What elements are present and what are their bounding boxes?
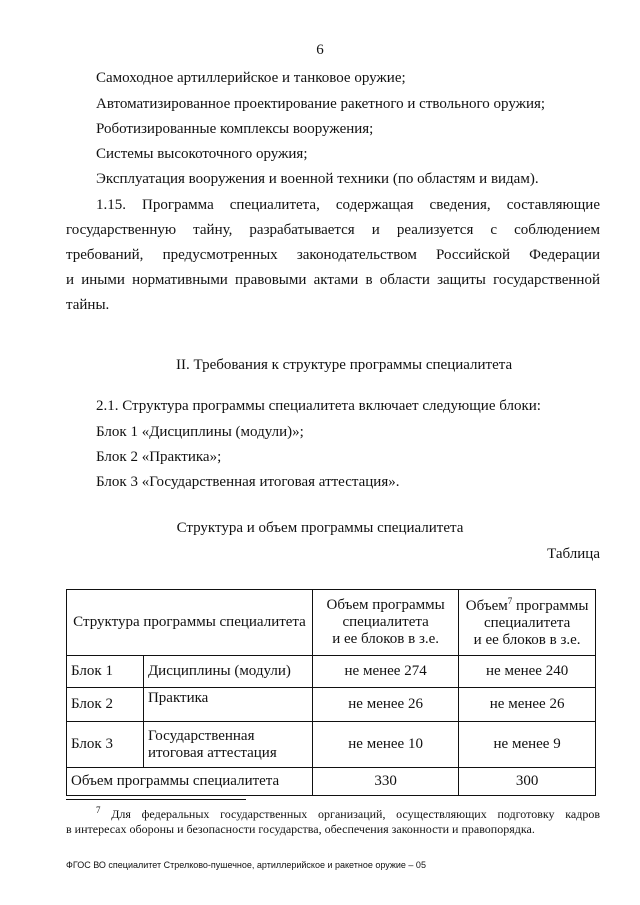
header-word: программы <box>512 598 589 614</box>
block-item: Блок 2 «Практика»; <box>96 449 222 465</box>
value-cell: не менее 240 <box>459 656 596 688</box>
paragraph-1-15-line: 1.15. Программа специалитета, содержащая сведения, составляющие <box>96 197 600 213</box>
block-item: Блок 3 «Государственная итоговая аттестация». <box>96 474 400 490</box>
block-cell: Блок 2 <box>67 688 144 722</box>
footnote-text: Для федеральных государственных организаций, осуществляющих подготовку кадров <box>111 807 600 821</box>
value-cell: не менее 9 <box>459 722 596 768</box>
page-number: 6 <box>316 42 324 58</box>
block-name-line: Государственная <box>147 727 255 744</box>
list-item: Роботизированные комплексы вооружения; <box>96 121 374 137</box>
footnote-line <box>96 805 600 822</box>
header-word: Объем <box>465 598 508 614</box>
list-item: Самоходное артиллерийское и танковое оружие; <box>96 70 406 86</box>
paragraph-1-15-line: и иными нормативными правовыми актами в области защиты государственной <box>66 272 600 288</box>
table-header-row <box>67 590 596 656</box>
header-volume-line: специалитета <box>342 614 429 630</box>
block-item: Блок 1 «Дисциплины (модули)»; <box>96 424 304 440</box>
footnote-ref: 7 <box>507 596 513 606</box>
table-label: Таблица <box>547 546 600 562</box>
paragraph-1-15-line: требований, предусмотренных законодательством Российской Федерации <box>66 247 600 263</box>
header-volume-line: и ее блоков в з.е. <box>332 631 440 647</box>
table-title: Структура и объем программы специалитета <box>176 520 464 536</box>
header-volume-footnoted <box>459 590 596 656</box>
footnote-line: в интересах обороны и безопасности государства, обеспечения законности и правопорядка. <box>66 822 535 836</box>
total-value: 330 <box>313 768 459 796</box>
value-cell: не менее 26 <box>459 688 596 722</box>
table-total-row <box>67 768 596 796</box>
value-cell: не менее 10 <box>313 722 459 768</box>
table-row <box>67 688 596 722</box>
header-volume-footnoted-line <box>463 596 591 615</box>
header-volume <box>313 590 459 656</box>
block-cell: Блок 1 <box>67 656 144 688</box>
block-cell: Блок 3 <box>67 722 144 768</box>
total-value: 300 <box>459 768 596 796</box>
footnote-mark: 7 <box>96 805 101 815</box>
block-name-line: итоговая аттестация <box>147 744 277 761</box>
block-name-cell: Практика <box>143 688 312 722</box>
list-item: Эксплуатация вооружения и военной техники (по областям и видам). <box>96 171 539 187</box>
page-footer: ФГОС ВО специалитет Стрелково-пушечное, артиллерийское и ракетное оружие – 05 <box>66 860 426 870</box>
header-volume-line: Объем программы <box>326 597 445 613</box>
section-heading: II. Требования к структуре программы специалитета <box>176 357 513 373</box>
block-name-cell: Дисциплины (модули) <box>143 656 312 688</box>
total-label: Объем программы специалитета <box>67 768 313 796</box>
paragraph-2-1: 2.1. Структура программы специалитета включает следующие блоки: <box>96 398 541 414</box>
footnote-divider <box>66 799 246 800</box>
block-name-cell <box>143 722 312 768</box>
table-row <box>67 722 596 768</box>
list-item: Автоматизированное проектирование ракетного и ствольного оружия; <box>96 96 546 112</box>
paragraph-1-15-line: государственную тайну, разрабатывается и реализуется с соблюдением <box>66 222 600 238</box>
header-structure: Структура программы специалитета <box>67 590 313 656</box>
value-cell: не менее 274 <box>313 656 459 688</box>
paragraph-1-15-line: тайны. <box>66 297 110 313</box>
program-structure-table <box>66 589 596 796</box>
table-row <box>67 656 596 688</box>
header-volume-footnoted-line: специалитета <box>483 615 571 631</box>
value-cell: не менее 26 <box>313 688 459 722</box>
header-volume-footnoted-line: и ее блоков в з.е. <box>473 632 581 648</box>
list-item: Системы высокоточного оружия; <box>96 146 308 162</box>
